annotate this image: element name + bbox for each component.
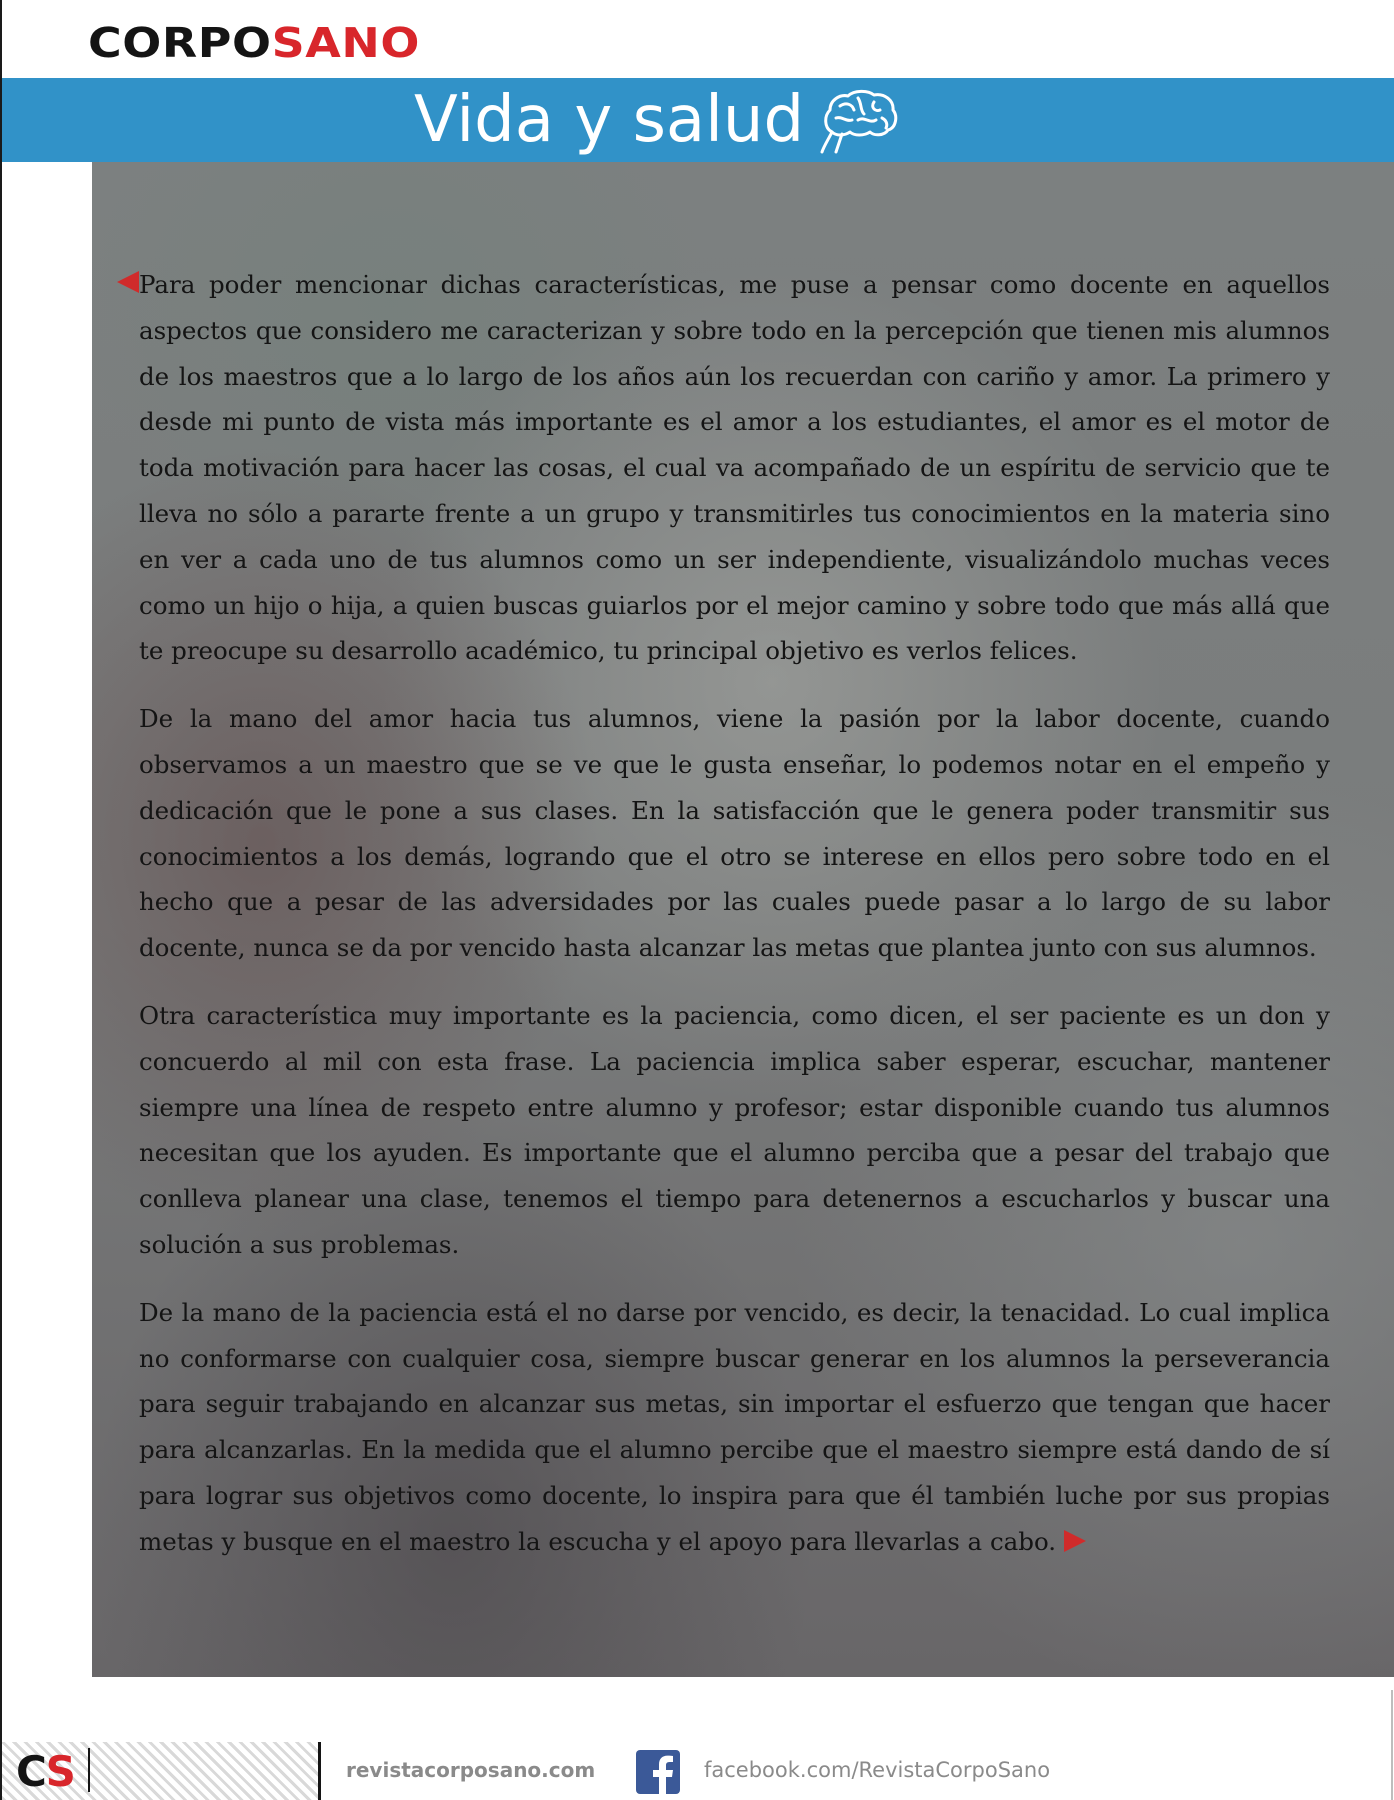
page-right-rule xyxy=(1391,1690,1393,1800)
footer-facebook-link[interactable]: facebook.com/RevistaCorpoSano xyxy=(704,1758,1051,1782)
article-paragraph-4-text: De la mano de la paciencia está el no darse por vencido, es decir, la tenacidad. Lo cual implica no conformarse con cualquier cosa, siempre buscar generar en los alumnos la perseverancia para seguir trabajando en alcanzar sus metas, sin importar el esfuerzo que tengan que hacer para alcanzarlas. En la medida que el alumno percibe que el maestro siempre está dando de sí para lograr sus objetivos como docente, lo inspira para que él también luche por sus propias metas y busque en el maestro la escucha y el apoyo para llevarlas a cabo. xyxy=(139,1297,1330,1556)
footer-logo-c: C xyxy=(16,1747,46,1796)
facebook-icon[interactable] xyxy=(636,1750,680,1794)
logo-part-sano: SANO xyxy=(271,19,420,67)
footer-logo-s: S xyxy=(45,1747,74,1796)
brain-head-icon xyxy=(818,88,900,154)
article-start-marker-icon xyxy=(117,271,139,293)
article-body xyxy=(139,262,1330,1587)
article-paragraph-4 xyxy=(139,1290,1330,1565)
logo-part-corpo: CORPO xyxy=(88,19,272,67)
magazine-logo xyxy=(88,18,420,68)
footer-divider xyxy=(318,1742,321,1800)
article-paragraph-3: Otra característica muy importante es la paciencia, como dicen, el ser paciente es un don y concuerdo al mil con esta frase. La paciencia implica saber esperar, escuchar, mantener siempre una línea de respeto entre alumno y profesor; estar disponible cuando tus alumnos necesitan que los ayuden. Es importante que el alumno perciba que a pesar del trabajo que conlleva planear una clase, tenemos el tiempo para detenernos a escucharlos y buscar una solución a sus problemas. xyxy=(139,1000,1330,1259)
page-left-rule xyxy=(0,0,2,1800)
footer-logo xyxy=(16,1748,74,1796)
article-end-marker-icon xyxy=(1064,1530,1086,1552)
footer-website-link[interactable]: revistacorposano.com xyxy=(346,1758,596,1782)
section-title: Vida y salud xyxy=(414,83,805,157)
article-paragraph-1: Para poder mencionar dichas características, me puse a pensar como docente en aquellos aspectos que considero me caracterizan y sobre todo en la percepción que tienen mis alumnos de los maestros que a lo largo de los años aún los recuerdan con cariño y amor. La primero y desde mi punto de vista más importante es el amor a los estudiantes, el amor es el motor de toda motivación para hacer las cosas, el cual va acompañado de un espíritu de servicio que te lleva no sólo a pararte frente a un grupo y transmitirles tus conocimientos en la materia sino en ver a cada uno de tus alumnos como un ser independiente, visualizándolo muchas veces como un hijo o hija, a quien buscas guiarlos por el mejor camino y sobre todo que más allá que te preocupe su desarrollo académico, tu principal objetivo es verlos felices. xyxy=(139,270,1330,666)
footer-logo-divider xyxy=(88,1748,90,1792)
article-paragraph-2: De la mano del amor hacia tus alumnos, viene la pasión por la labor docente, cuando observamos a un maestro que se ve que le gusta enseñar, lo podemos notar en el empeño y dedicación que le pone a sus clases. En la satisfacción que le genera poder transmitir sus conocimientos a los demás, logrando que el otro se interese en ellos pero sobre todo en el hecho que a pesar de las adversidades por las cuales puede pasar a lo largo de su labor docente, nunca se da por vencido hasta alcanzar las metas que plantea junto con sus alumnos. xyxy=(139,704,1330,963)
